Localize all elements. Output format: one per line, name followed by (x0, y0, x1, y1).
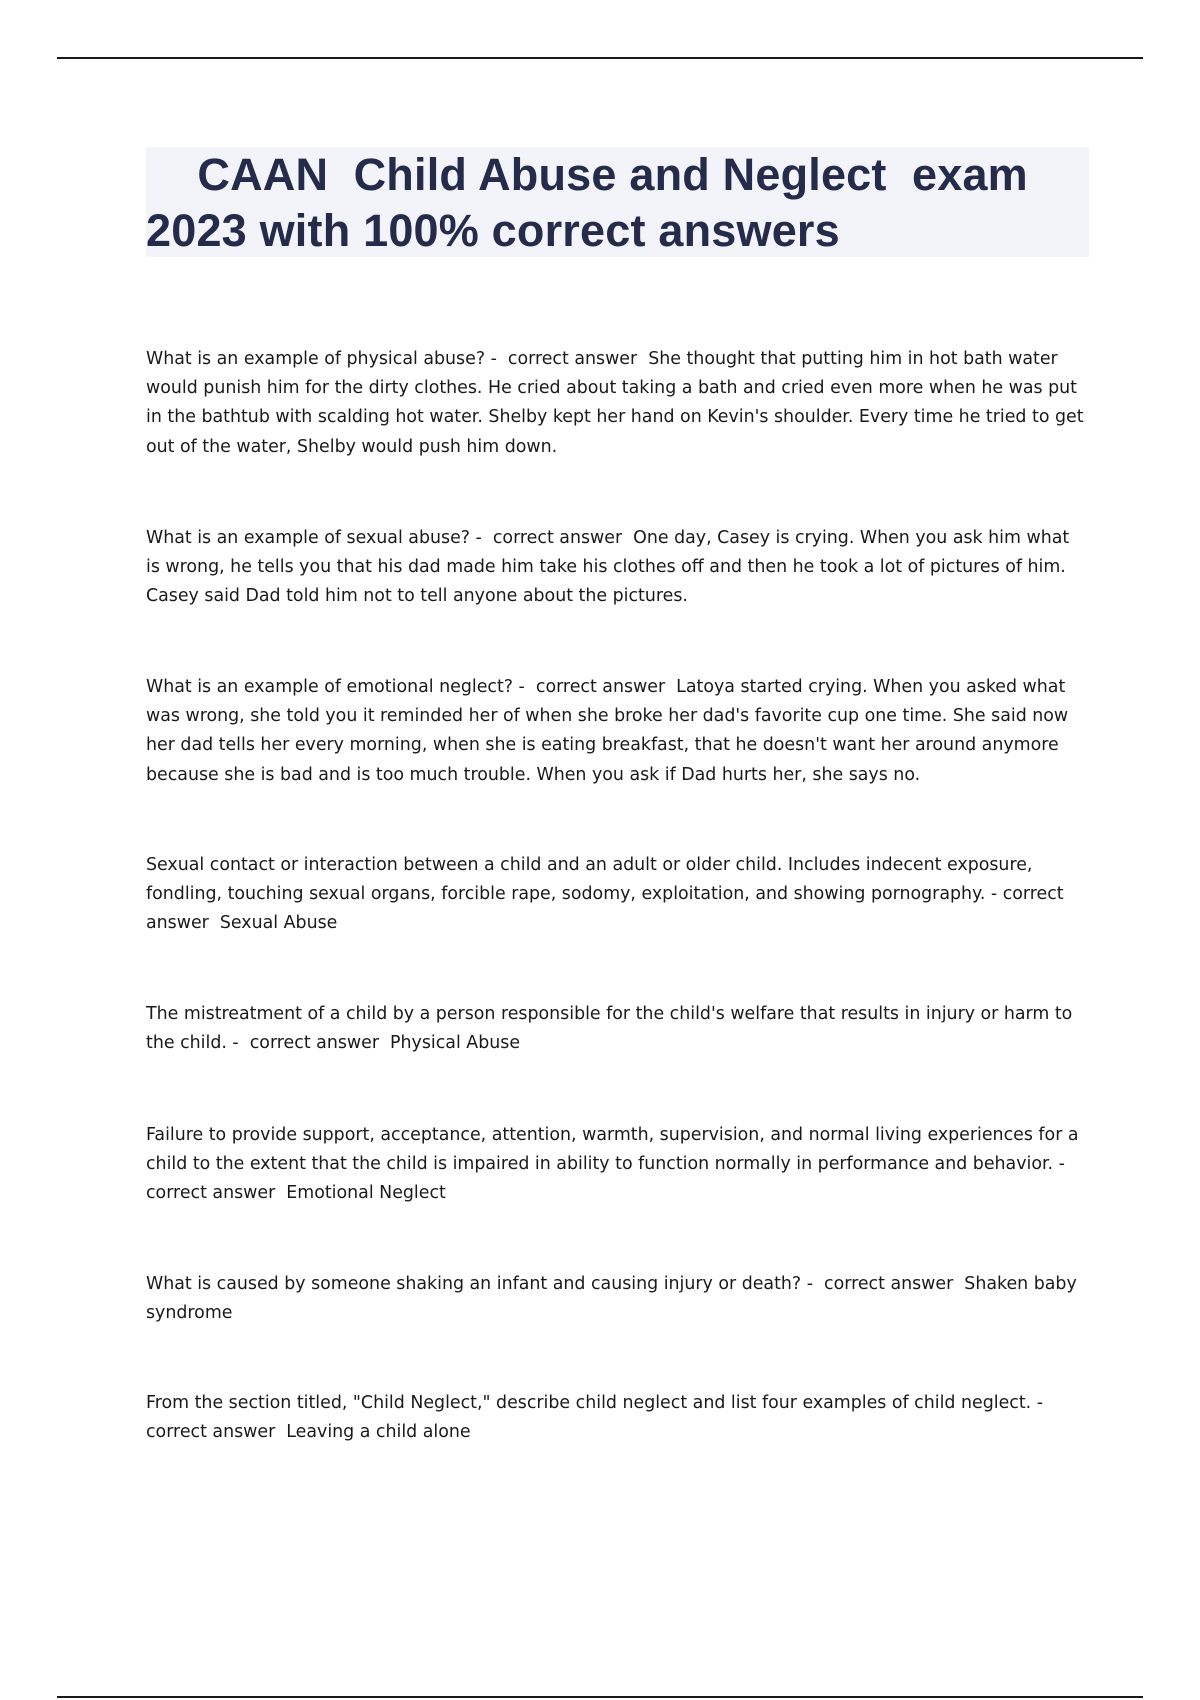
top-rule (57, 57, 1143, 59)
title-line-2: 2023 with 100% correct answers (146, 205, 840, 256)
qa-entry-4: Sexual contact or interaction between a child and an adult or older child. Includes indecent exposure, fondling, touching sexual organs, forcible rape, sodomy, exploitation, and showing pornography. - correct answer Sexual Abuse (146, 855, 1070, 934)
qa-entry-6: Failure to provide support, acceptance, attention, warmth, supervision, and normal living experiences for a child to the extent that the child is impaired in ability to function normally in performance and behavior. - correct answer Emotional Neglect (146, 1125, 1085, 1204)
title-banner (146, 147, 1089, 257)
qa-entry-8: From the section titled, "Child Neglect," describe child neglect and list four examples of child neglect. - correct answer Leaving a child alone (146, 1393, 1049, 1443)
qa-entry-7: What is caused by someone shaking an infant and causing injury or death? - correct answer Shaken baby syndrome (146, 1274, 1083, 1324)
qa-entry-1: What is an example of physical abuse? - correct answer She thought that putting him in hot bath water would punish him for the dirty clothes. He cried about taking a bath and cried even more when he was put in the bathtub with scalding hot water. Shelby kept her hand on Kevin's shoulder. Every time he tried to get out of the water, Shelby would push him down. (146, 349, 1090, 457)
qa-entry-3: What is an example of emotional neglect? - correct answer Latoya started crying. When you asked what was wrong, she told you it reminded her of when she broke her dad's favorite cup one time. She said now her dad tells her every morning, when she is eating breakfast, that he doesn't want her around anymore because she is bad and is too much trouble. When you ask if Dad hurts her, she says no. (146, 677, 1074, 785)
qa-entry-5: The mistreatment of a child by a person responsible for the child's welfare that results in injury or harm to the child. - correct answer Physical Abuse (146, 1004, 1078, 1054)
bottom-rule (57, 1696, 1143, 1698)
qa-entry-2: What is an example of sexual abuse? - correct answer One day, Casey is crying. When you ask him what is wrong, he tells you that his dad made him take his clothes off and then he took a lot of pictures of him. Casey said Dad told him not to tell anyone about the pictures. (146, 528, 1075, 607)
title-line-1: CAAN Child Abuse and Neglect exam (172, 149, 1028, 200)
